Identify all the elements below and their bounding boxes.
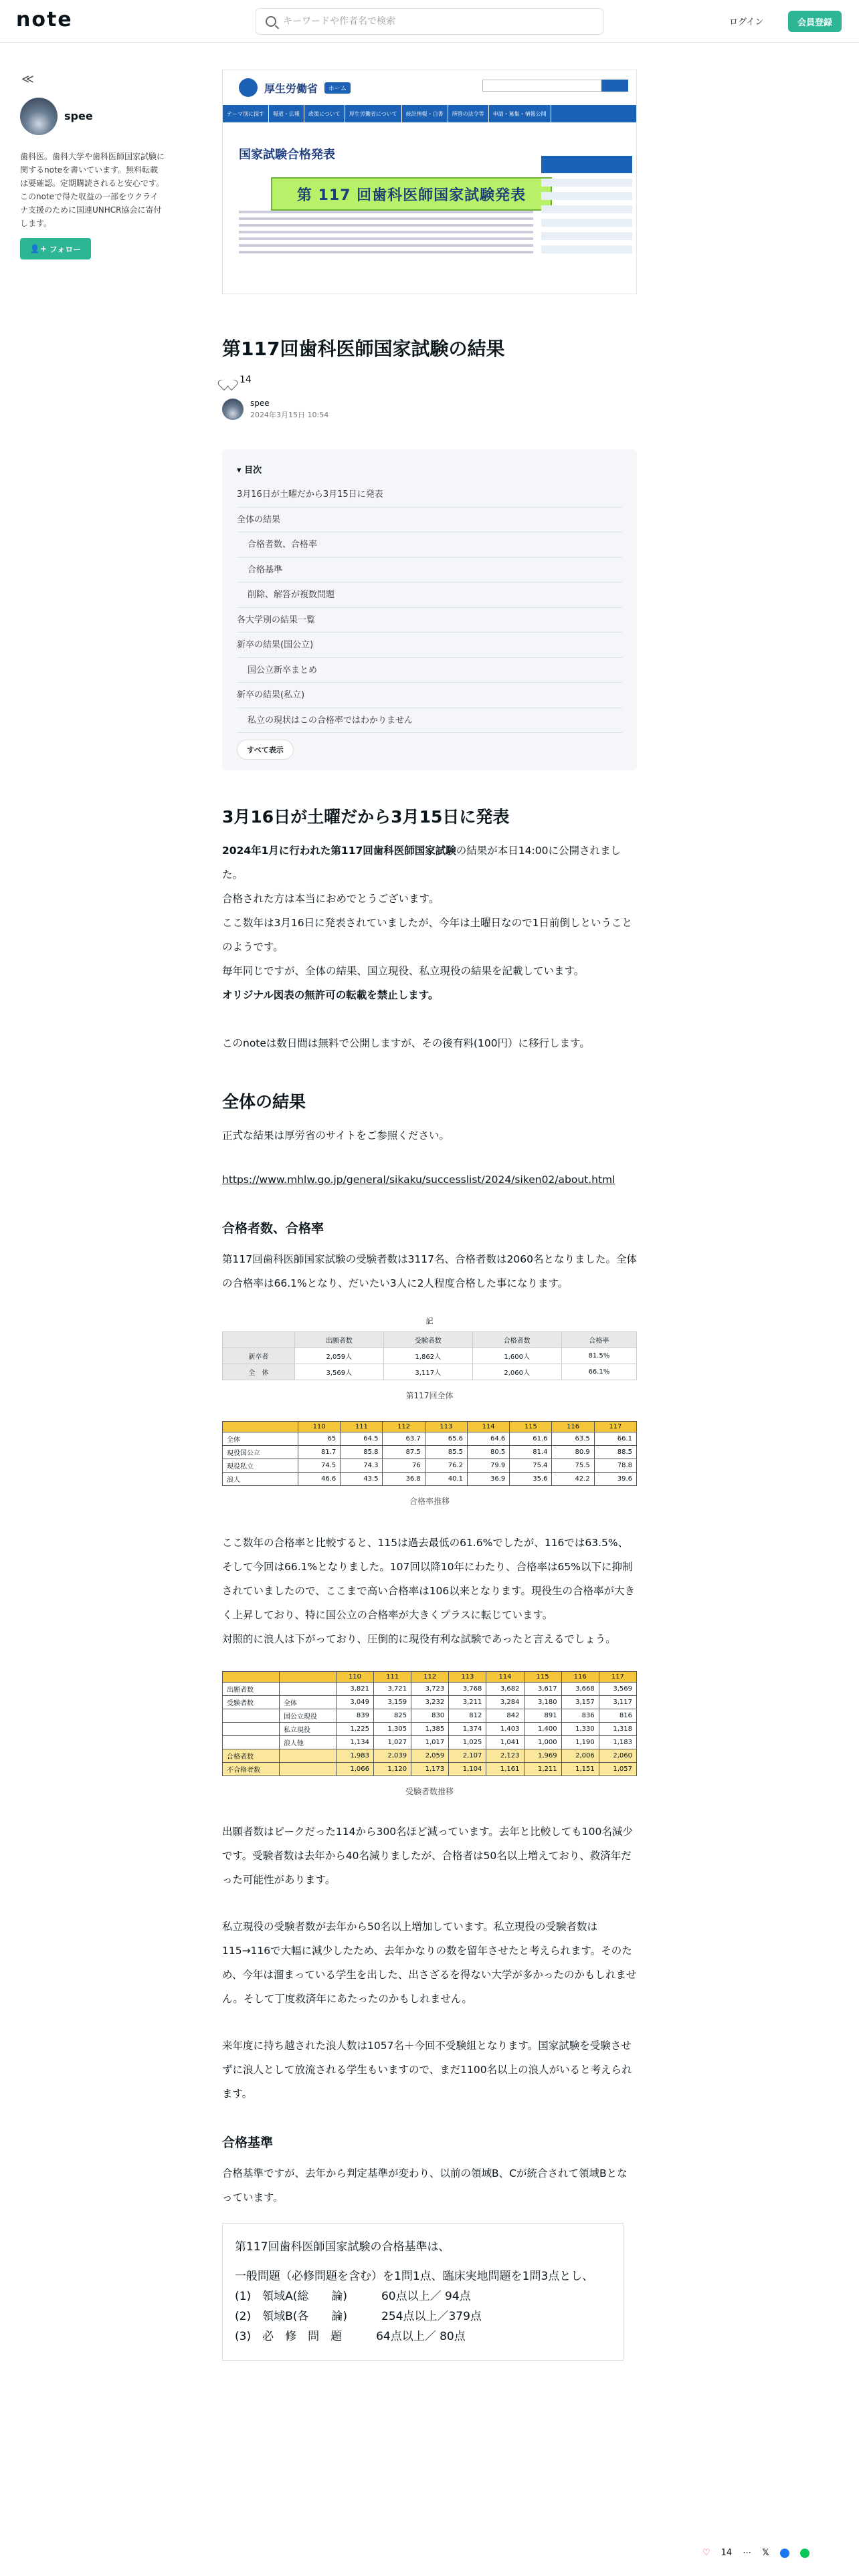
mhlw-nav-item: 報道・広報 bbox=[269, 105, 304, 122]
toc-item[interactable]: 合格者数、合格率 bbox=[237, 532, 622, 558]
figure-title: 記 bbox=[425, 1317, 434, 1325]
toc-item[interactable]: 3月16日が土曜だから3月15日に発表 bbox=[237, 482, 622, 508]
mhlw-nav-item: 厚生労働省について bbox=[345, 105, 402, 122]
section-heading: 合格者数、合格率 bbox=[222, 1221, 324, 1236]
mhlw-link[interactable]: https://www.mhlw.go.jp/general/sikaku/successlist/2024/siken02/about.html bbox=[222, 1174, 615, 1186]
mhlw-nav-item: 申請・募集・情報公開 bbox=[489, 105, 551, 122]
mhlw-nav-item: テーマ別に探す bbox=[223, 105, 269, 122]
mhlw-logo-icon bbox=[239, 78, 258, 97]
table-row: 現役私立 74.5 74.3 76 76.2 79.9 75.4 75.5 78.8 bbox=[223, 1459, 637, 1473]
creator-bio: 歯科医。歯科大学や歯科医師国家試験に関するnoteを書いています。無料転載は要確認。定期購読されると安心です。このnoteで得た収益の一部をウクライナ支援のために国連UNHCR協会に寄付します。 bbox=[20, 152, 165, 228]
like-row bbox=[222, 374, 637, 385]
paragraph: ここ数年の合格率と比較すると、115は過去最低の61.6%でしたが、116では63.5%、そして今回は66.1%となりました。107回以降10年にわたり、合格率は65%以下に抑制されていましたので、ここまで高い合格率は106以来となります。現役生の合格率が大きく上昇しており、特に国公立の合格率が大きくプラスに転じています。 対照的に浪人は下がっており、圧倒的に現役有利な試験であったと言えるでしょう。 bbox=[222, 1537, 636, 1645]
search-box[interactable] bbox=[256, 8, 603, 35]
article bbox=[222, 70, 637, 2361]
user-plus-icon: 👤+ bbox=[29, 244, 47, 253]
table-row: 受験者数 全体 3,049 3,159 3,232 3,211 3,284 3,180 3,157 3,117 bbox=[223, 1696, 637, 1709]
follow-button[interactable] bbox=[20, 238, 91, 259]
toc-item[interactable]: 私立の現状はこの合格率ではわかりません bbox=[237, 708, 622, 734]
section-heading: 合格基準 bbox=[222, 2135, 274, 2150]
toc-heading[interactable]: ▾ 目次 bbox=[237, 465, 262, 475]
site-header bbox=[0, 0, 859, 43]
mhlw-nav-item: 統計情報・白書 bbox=[402, 105, 448, 122]
mhlw-nav-item: 政策について bbox=[304, 105, 345, 122]
mhlw-search-field bbox=[482, 80, 603, 92]
table-row: 出願者数 3,821 3,721 3,723 3,768 3,682 3,617 3,668 3,569 bbox=[223, 1683, 637, 1696]
creator-name[interactable]: spee bbox=[64, 110, 93, 122]
table-row: 全体 65 64.5 63.7 65.6 64.6 61.6 63.5 66.1 bbox=[223, 1432, 637, 1446]
login-link[interactable]: ログイン bbox=[729, 17, 764, 27]
table-row: 不合格者数 1,066 1,120 1,173 1,104 1,161 1,211 1,151 1,057 bbox=[223, 1763, 637, 1776]
overall-table: 出願者数 受験者数 合格者数 合格率 新卒者 2,059人 1,862人 1,600人 81.5% 全 体 3,569人 3,117人 2,060人 66.1% bbox=[222, 1331, 637, 1380]
x-share-icon[interactable]: 𝕏 bbox=[762, 2548, 769, 2558]
author-info bbox=[222, 399, 637, 420]
eyecatch-image bbox=[222, 70, 637, 294]
mhlw-page-heading: 国家試験合格発表 bbox=[239, 148, 335, 162]
table-row: 浪人他 1,134 1,027 1,017 1,025 1,041 1,000 1,190 1,183 bbox=[223, 1736, 637, 1749]
mhlw-nav bbox=[223, 105, 636, 122]
table-row: 新卒者 2,059人 1,862人 1,600人 81.5% bbox=[223, 1348, 637, 1364]
mhlw-nav-item: 所管の法令等 bbox=[448, 105, 489, 122]
post-title: 第117回歯科医師国家試験の結果 bbox=[222, 338, 505, 360]
creator-avatar[interactable] bbox=[20, 98, 58, 135]
toc-item[interactable]: 全体の結果 bbox=[237, 508, 622, 533]
paragraph: 2024年1月に行われた第117回歯科医師国家試験の結果が本日14:00に公開されました。 合格された方は本当におめでとうございます。 ここ数年は3月16日に発表されていましたが、今年は土曜日なので1日前倒しということのようです。 毎年同じですが、全体の結果、国立現役、私立現役の結果を記載しています。 オリジナル図表の無許可の転載を禁止します。 bbox=[222, 845, 632, 1001]
section-heading: 3月16日が土曜だから3月15日に発表 bbox=[222, 807, 510, 827]
paragraph: 合格基準ですが、去年から判定基準が変わり、以前の領域B、Cが統合されて領域Bとなっています。 bbox=[222, 2167, 628, 2204]
examinees-table: 110 111 112 113 114 115 116 117 出願者数 3,821 3,721 3,723 3,768 3,682 3,617 3,668 3,569 受験者数 全体 3,049 3,159 3,232 3,211 3,284 3,180 3,157 3,117 国公立現役 839 825 830 812 842 891 836 816 私立現役 1,225 1,305 1,385 1,374 1,403 1,400 1,330 1,318 浪人他 1,134 1,027 1,017 1,025 1,041 1,000 1,190 1,183 合格者数 1,983 2,039 2,059 2,107 2,123 1,969 2,006 2,060 不合格者数 1,066 1,120 1,173 1,104 1,161 1,211 1,151 1,057 bbox=[222, 1671, 637, 1776]
follow-label: フォロー bbox=[49, 244, 82, 254]
figure-pass-rate bbox=[222, 1421, 637, 1507]
signup-button[interactable]: 会員登録 bbox=[788, 11, 842, 32]
heart-icon[interactable]: ♡ bbox=[702, 2548, 710, 2558]
table-row: 合格者数 1,983 2,039 2,059 2,107 2,123 1,969 2,006 2,060 bbox=[223, 1749, 637, 1763]
mhlw-home-badge: ホーム bbox=[324, 82, 351, 94]
paragraph: このnoteは数日間は無料で公開しますが、その後有料(100円）に移行します。 bbox=[222, 1037, 590, 1049]
mhlw-search-button bbox=[601, 80, 628, 92]
floating-action-bar bbox=[702, 2548, 809, 2558]
floating-like-count: 14 bbox=[721, 2548, 733, 2558]
facebook-share-icon[interactable] bbox=[780, 2549, 789, 2558]
bookmark-icon[interactable]: ⋯ bbox=[743, 2548, 752, 2558]
heart-icon[interactable] bbox=[222, 375, 233, 385]
line-share-icon[interactable] bbox=[800, 2549, 809, 2558]
table-row: 現役国公立 81.7 85.8 87.5 85.5 80.5 81.4 80.9 88.5 bbox=[223, 1446, 637, 1459]
figure-caption: 受験者数推移 bbox=[405, 1787, 454, 1796]
collapse-sidebar-icon[interactable]: ≪ bbox=[21, 72, 34, 86]
pass-rate-table: 110 111 112 113 114 115 116 117 全体 65 64.5 63.7 65.6 64.6 61.6 63.5 66.1 現役国公立 81.7 85.8 87.5 85.5 80.5 81.4 80.9 88.5 現役私立 74.5 74.3 76 76.2 79.9 75.4 75.5 78.8 浪人 46.6 43.5 36.8 40.1 36.9 35.6 42.2 39.6 bbox=[222, 1421, 637, 1486]
mhlw-sidebar bbox=[541, 156, 632, 259]
paragraph: 正式な結果は厚労省のサイトをご参照ください。 bbox=[222, 1130, 450, 1142]
toc-item[interactable]: 新卒の結果(国公立) bbox=[237, 633, 622, 658]
figure-examinees bbox=[222, 1671, 637, 1797]
toc-item[interactable]: 削除、解答が複数問題 bbox=[237, 582, 622, 608]
paragraph: 私立現役の受験者数が去年から50名以上増加しています。私立現役の受験者数は115→116で大幅に減少したため、去年かなりの数を留年させたと考えられます。そのため、今年は溜まっている学生を出した、出さざるを得ない大学が多かったのかもしれません。そして丁度救済年にあたったのかもしれません。 bbox=[222, 1921, 637, 2005]
like-count[interactable]: 14 bbox=[240, 374, 252, 385]
toc-item[interactable]: 新卒の結果(私立) bbox=[237, 683, 622, 708]
toc-item[interactable]: 国公立新卒まとめ bbox=[237, 658, 622, 683]
search-icon bbox=[266, 16, 276, 27]
section-heading: 全体の結果 bbox=[222, 1092, 306, 1111]
table-row: 国公立現役 839 825 830 812 842 891 836 816 bbox=[223, 1709, 637, 1723]
figure-overall bbox=[222, 1315, 637, 1401]
table-of-contents bbox=[222, 449, 637, 770]
paragraph: 来年度に持ち越された浪人数は1057名＋今回不受験組となります。国家試験を受験させずに浪人として放流される学生もいますので、まだ1100名以上の浪人がいると考えられます。 bbox=[222, 2040, 632, 2100]
pass-criteria-image: 第117回歯科医師国家試験の合格基準は、 一般問題（必修問題を含む）を1問1点、臨床実地問題を1問3点とし、 (1) 領域A(総 論) 60点以上／ 94点 (2) 領域B(各 論) 254点以上／379点 (3) 必 修 問 題 64点以上／ 80点 bbox=[222, 2223, 624, 2361]
paragraph: 第117回歯科医師国家試験の受験者数は3117名、合格者数は2060名となりました。全体の合格率は66.1%となり、だいたい3人に2人程度合格した事になります。 bbox=[222, 1253, 637, 1289]
author-name[interactable]: spee bbox=[250, 399, 270, 408]
search-input[interactable] bbox=[283, 16, 591, 27]
note-logo[interactable]: note bbox=[16, 8, 73, 31]
paragraph: 出願者数はピークだった114から300名ほど減っています。去年と比較しても100名減少です。受験者数は去年から40名減りましたが、合格者は50名以上増えており、救済年だった可能性があります。 bbox=[222, 1826, 633, 1886]
toc-show-all-button[interactable]: すべて表示 bbox=[237, 740, 294, 760]
toc-item[interactable]: 合格基準 bbox=[237, 558, 622, 583]
figure-caption: 第117回全体 bbox=[405, 1391, 454, 1400]
toc-item[interactable]: 各大学別の結果一覧 bbox=[237, 608, 622, 633]
hero-banner: 第 117 回歯科医師国家試験発表 bbox=[271, 177, 552, 211]
figure-caption: 合格率推移 bbox=[409, 1497, 450, 1506]
table-row: 浪人 46.6 43.5 36.8 40.1 36.9 35.6 42.2 39.6 bbox=[223, 1473, 637, 1486]
post-date: 2024年3月15日 10:54 bbox=[250, 411, 329, 419]
author-avatar[interactable] bbox=[222, 399, 244, 420]
table-row: 全 体 3,569人 3,117人 2,060人 66.1% bbox=[223, 1364, 637, 1380]
table-row: 私立現役 1,225 1,305 1,385 1,374 1,403 1,400 1,330 1,318 bbox=[223, 1723, 637, 1736]
mhlw-site-title: 厚生労働省 bbox=[264, 82, 318, 95]
